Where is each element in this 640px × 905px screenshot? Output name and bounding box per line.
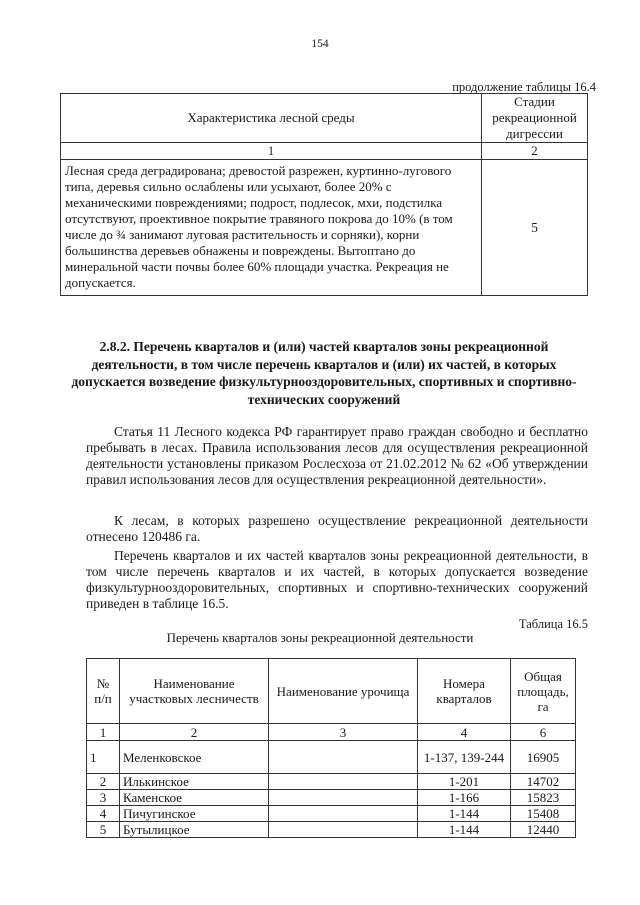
page-number: 154 <box>311 38 329 50</box>
table-row <box>87 806 576 822</box>
table-header-row <box>87 659 576 724</box>
area: 15408 <box>511 806 576 822</box>
table-continuation-label: продолжение таблицы 16.4 <box>452 80 596 94</box>
forestry-name: Бутылицкое <box>120 822 269 838</box>
quarters: 1-166 <box>418 790 511 806</box>
table-label: Таблица 16.5 <box>518 617 588 631</box>
quarters: 1-144 <box>418 806 511 822</box>
column-number-row <box>87 724 576 741</box>
forest-description-cell: Лесная среда деградирована; древостой разрежен, куртинно-лугового типа, деревья сильно ослаблены или усыхают, более 20% с механическими повреждениями; подрост, подлесок, мхи, подстилка отсутствуют, проективное покрытие травяного покрова до 10% (в том числе до ¾ занимают луговая растительность и сорняки), корни большинства деревьев обнажены и повреждены. Вытоптано до минеральной части почвы более 60% площади участка. Рекреация не допускается. <box>61 160 482 296</box>
tract-name <box>269 790 418 806</box>
column-number: 4 <box>418 724 511 741</box>
header-tract-name: Наименование урочища <box>269 659 418 724</box>
area: 14702 <box>511 774 576 790</box>
paragraph <box>86 424 588 488</box>
paragraph-text: К лесам, в которых разрешено осуществление рекреационной деятельности отнесено 120486 га. <box>86 513 588 544</box>
area: 15823 <box>511 790 576 806</box>
table-16-5 <box>86 658 576 838</box>
table-row <box>87 774 576 790</box>
forestry-name: Илькинское <box>120 774 269 790</box>
header-forestry-name: Наименование участковых лесничеств <box>120 659 269 724</box>
row-number: 4 <box>87 806 120 822</box>
header-forest-characteristic: Характеристика лесной среды <box>61 94 482 143</box>
table-row <box>87 790 576 806</box>
section-heading: 2.8.2. Перечень кварталов и (или) частей кварталов зоны рекреационной деятельности, в том числе перечень кварталов и (или) их частей, в которых допускается возведение физкультурнооздоровительных, спортивных и спортивно-технических сооружений <box>71 339 577 407</box>
forestry-name: Каменское <box>120 790 269 806</box>
quarters: 1-144 <box>418 822 511 838</box>
quarters: 1-201 <box>418 774 511 790</box>
row-number: 5 <box>87 822 120 838</box>
area: 12440 <box>511 822 576 838</box>
forestry-name: Пичугинское <box>120 806 269 822</box>
paragraph-text: Статья 11 Лесного кодекса РФ гарантирует право граждан свободно и бесплатно пребывать в лесах. Правила использования лесов для осуществления рекреационной деятельности установлены приказом Рослесхоза от 21.02.2012 № 62 «Об утверждении правил использования лесов для осуществления рекреационной деятельности». <box>86 424 588 487</box>
tract-name <box>269 822 418 838</box>
stage-cell: 5 <box>482 160 588 296</box>
table-row <box>87 741 576 774</box>
paragraph <box>86 513 588 545</box>
paragraph-text: Перечень кварталов и их частей кварталов зоны рекреационной деятельности, в том числе перечень кварталов и их частей, в которых допускается возведение физкультурнооздоровительных, спортивных и спортивно-технических сооружений приведен в таблице 16.5. <box>86 548 588 611</box>
column-number: 2 <box>120 724 269 741</box>
row-number: 1 <box>87 741 120 774</box>
quarters: 1-137, 139-244 <box>418 741 511 774</box>
table-16-4-continuation <box>60 93 588 296</box>
table-header-row <box>61 94 588 143</box>
header-recreational-stage: Стадии рекреационной дигрессии <box>482 94 588 143</box>
table-title: Перечень кварталов зоны рекреационной деятельности <box>166 630 474 645</box>
tract-name <box>269 806 418 822</box>
column-number-row <box>61 143 588 160</box>
area: 16905 <box>511 741 576 774</box>
row-number: 2 <box>87 774 120 790</box>
paragraph <box>86 548 588 612</box>
column-number: 3 <box>269 724 418 741</box>
column-number: 1 <box>61 143 482 160</box>
header-quarters: Номера кварталов <box>418 659 511 724</box>
header-number: № п/п <box>87 659 120 724</box>
forestry-name: Меленковское <box>120 741 269 774</box>
row-number: 3 <box>87 790 120 806</box>
header-area: Общая площадь, га <box>511 659 576 724</box>
column-number: 1 <box>87 724 120 741</box>
tract-name <box>269 774 418 790</box>
table-row <box>61 160 588 296</box>
tract-name <box>269 741 418 774</box>
table-row <box>87 822 576 838</box>
column-number: 6 <box>511 724 576 741</box>
column-number: 2 <box>482 143 588 160</box>
